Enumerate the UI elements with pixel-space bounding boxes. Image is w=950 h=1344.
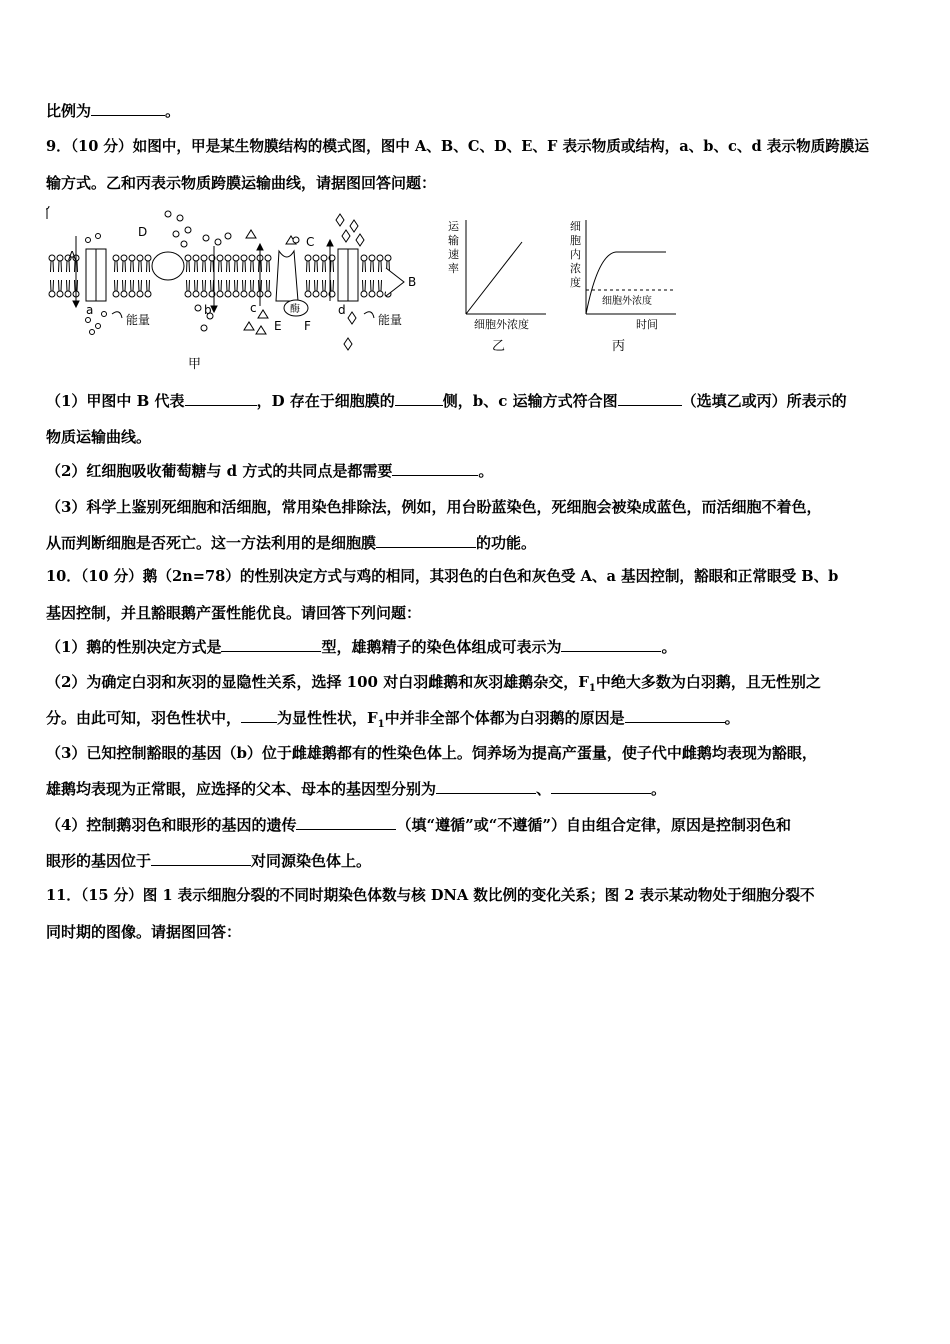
answer-blank[interactable]	[392, 461, 478, 476]
phospholipid-tail	[219, 261, 220, 272]
bilayer	[46, 206, 49, 219]
q9-part1-line1: （1）甲图中 B 代表 ，D 存在于细胞膜的 侧，b、c 运输方式符合图 （选填乙或丙）所表示的	[46, 392, 847, 410]
phospholipid-tail	[323, 280, 324, 291]
svg-text:B: B	[408, 275, 417, 289]
phospholipid-tail	[251, 261, 252, 272]
phospholipid-tail	[229, 280, 230, 291]
phospholipid-head	[313, 291, 319, 297]
phospholipid-tail	[237, 261, 238, 272]
phospholipid-tail	[141, 280, 142, 291]
svg-text:度: 度	[570, 276, 581, 289]
phospholipid-head	[185, 291, 191, 297]
phospholipid-tail	[237, 280, 238, 291]
q8-tail: 比例为 。	[46, 102, 181, 120]
phospholipid-tail	[189, 280, 190, 291]
phospholipid-head	[377, 291, 383, 297]
phospholipid-tail	[213, 261, 214, 272]
phospholipid-tail	[67, 280, 68, 291]
phospholipid-tail	[197, 280, 198, 291]
phospholipid-head	[145, 291, 151, 297]
phospholipid-tail	[125, 261, 126, 272]
phospholipid-head	[241, 255, 247, 261]
phospholipid-tail	[235, 261, 236, 272]
phospholipid-head	[129, 255, 135, 261]
phospholipid-tail	[315, 280, 316, 291]
answer-blank[interactable]	[618, 391, 682, 406]
phospholipid-tail	[59, 280, 60, 291]
phospholipid-head	[369, 291, 375, 297]
phospholipid-tail	[123, 280, 124, 291]
phospholipid-tail	[317, 280, 318, 291]
phospholipid-tail	[365, 280, 366, 291]
phospholipid-tail	[51, 261, 52, 272]
phospholipid-tail	[325, 261, 326, 272]
phospholipid-tail	[131, 261, 132, 272]
phospholipid-tail	[315, 261, 316, 272]
q10-stem-2: 基因控制，并且豁眼鹅产蛋性能优良。请回答下列问题：	[46, 604, 422, 622]
phospholipid-head	[121, 255, 127, 261]
phospholipid-tail	[149, 280, 150, 291]
phospholipid-head	[193, 291, 199, 297]
svg-text:F: F	[304, 319, 311, 333]
answer-blank[interactable]	[625, 708, 725, 723]
phospholipid-head	[201, 255, 207, 261]
phospholipid-head	[145, 255, 151, 261]
phospholipid-head	[361, 255, 367, 261]
phospholipid-head	[201, 291, 207, 297]
phospholipid-head	[129, 291, 135, 297]
phospholipid-tail	[379, 261, 380, 272]
phospholipid-tail	[75, 280, 76, 291]
phospholipid-head	[249, 255, 255, 261]
phospholipid-tail	[187, 261, 188, 272]
phospholipid-tail	[147, 261, 148, 272]
phospholipid-tail	[365, 261, 366, 272]
phospholipid-head	[121, 291, 127, 297]
svg-text:A: A	[68, 249, 77, 263]
chart-yi	[466, 220, 546, 314]
q9-stem-2: 输方式。乙和丙表示物质跨膜运输曲线，请据图回答问题：	[46, 174, 437, 192]
svg-text:能量: 能量	[126, 313, 151, 327]
phospholipid-tail	[373, 280, 374, 291]
svg-text:细胞外浓度: 细胞外浓度	[474, 318, 529, 331]
phospholipid-tail	[221, 261, 222, 272]
phospholipid-tail	[381, 261, 382, 272]
phospholipid-tail	[53, 261, 54, 272]
phospholipid-head	[305, 291, 311, 297]
q9-part1-line2: 物质运输曲线。	[46, 428, 152, 446]
svg-text:酶: 酶	[290, 304, 300, 315]
phospholipid-tail	[331, 261, 332, 272]
phospholipid-tail	[221, 280, 222, 291]
phospholipid-tail	[379, 280, 380, 291]
phospholipid-tail	[267, 261, 268, 272]
phospholipid-tail	[317, 261, 318, 272]
svg-text:率: 率	[448, 262, 459, 275]
svg-text:胞: 胞	[570, 234, 581, 247]
phospholipid-tail	[363, 280, 364, 291]
phospholipid-head	[249, 291, 255, 297]
phospholipid-tail	[205, 280, 206, 291]
phospholipid-tail	[253, 280, 254, 291]
phospholipid-tail	[195, 280, 196, 291]
phospholipid-tail	[133, 280, 134, 291]
phospholipid-tail	[69, 280, 70, 291]
phospholipid-tail	[61, 280, 62, 291]
phospholipid-head	[65, 291, 71, 297]
svg-text:c: c	[250, 301, 257, 315]
phospholipid-tail	[235, 280, 236, 291]
phospholipid-head	[377, 255, 383, 261]
svg-text:浓: 浓	[570, 262, 581, 275]
answer-blank[interactable]	[151, 851, 251, 866]
phospholipid-head	[225, 291, 231, 297]
phospholipid-head	[137, 291, 143, 297]
phospholipid-tail	[187, 280, 188, 291]
phospholipid-head	[217, 255, 223, 261]
phospholipid-head	[193, 255, 199, 261]
phospholipid-tail	[333, 261, 334, 272]
phospholipid-tail	[195, 261, 196, 272]
q10-stem-1: 10．（10 分）鹅（2n=78）的性别决定方式与鸡的相同，其羽色的白色和灰色受 A、a 基因控制，豁眼和正常眼受 B、b	[46, 568, 839, 585]
phospholipid-tail	[251, 280, 252, 291]
phospholipid-tail	[333, 280, 334, 291]
svg-text:b: b	[204, 303, 212, 317]
svg-text:甲: 甲	[188, 357, 202, 372]
q9-part3-line2: 从而判断细胞是否死亡。这一方法利用的是细胞膜 的功能。	[46, 534, 537, 552]
svg-text:速: 速	[448, 248, 459, 261]
phospholipid-tail	[261, 261, 262, 272]
svg-text:细: 细	[570, 220, 581, 233]
phospholipid-head	[49, 255, 55, 261]
phospholipid-head	[265, 255, 271, 261]
phospholipid-tail	[189, 261, 190, 272]
phospholipid-tail	[131, 280, 132, 291]
answer-blank[interactable]	[221, 637, 321, 652]
yi-line	[466, 242, 522, 314]
svg-text:丙: 丙	[612, 339, 626, 354]
q10-part1: （1）鹅的性别决定方式是 型，雄鹅精子的染色体组成可表示为 。	[46, 638, 677, 656]
svg-text:a: a	[86, 303, 94, 317]
answer-blank[interactable]	[561, 637, 661, 652]
answer-blank[interactable]	[91, 101, 165, 116]
answer-blank[interactable]	[551, 779, 651, 794]
phospholipid-tail	[115, 280, 116, 291]
phospholipid-tail	[309, 261, 310, 272]
phospholipid-tail	[117, 261, 118, 272]
phospholipid-tail	[125, 280, 126, 291]
phospholipid-tail	[141, 261, 142, 272]
phospholipid-head	[361, 291, 367, 297]
answer-blank[interactable]	[185, 391, 257, 406]
phospholipid-tail	[267, 280, 268, 291]
phospholipid-head	[137, 255, 143, 261]
phospholipid-head	[225, 255, 231, 261]
phospholipid-tail	[211, 280, 212, 291]
svg-text:能量: 能量	[378, 313, 403, 327]
phospholipid-head	[385, 255, 391, 261]
phospholipid-head	[321, 291, 327, 297]
phospholipid-tail	[115, 261, 116, 272]
phospholipid-tail	[219, 280, 220, 291]
svg-text:输: 输	[448, 234, 459, 247]
phospholipid-head	[113, 291, 119, 297]
phospholipid-head	[233, 291, 239, 297]
phospholipid-tail	[259, 280, 260, 291]
phospholipid-tail	[243, 280, 244, 291]
phospholipid-tail	[149, 261, 150, 272]
phospholipid-tail	[197, 261, 198, 272]
phospholipid-head	[313, 255, 319, 261]
phospholipid-tail	[325, 280, 326, 291]
q10-part4-line2: 眼形的基因位于 对同源染色体上。	[46, 852, 372, 870]
phospholipid-head	[113, 255, 119, 261]
phospholipid-tail	[331, 280, 332, 291]
phospholipid-tail	[227, 261, 228, 272]
phospholipid-tail	[117, 280, 118, 291]
phospholipid-tail	[261, 280, 262, 291]
phospholipid-tail	[243, 261, 244, 272]
phospholipid-head	[49, 291, 55, 297]
phospholipid-tail	[213, 280, 214, 291]
phospholipid-head	[217, 291, 223, 297]
answer-blank[interactable]	[436, 779, 536, 794]
q9-stem-1: 9．（10 分）如图中，甲是某生物膜结构的模式图，图中 A、B、C、D、E、F 表示物质或结构，a、b、c、d 表示物质跨膜运	[46, 138, 869, 155]
svg-text:E: E	[274, 319, 282, 333]
q10-part2-line2: 分。由此可知，羽色性状中， 为显性性状，$F_1$中并非全部个体都为白羽鹅的原因是 。	[46, 709, 740, 730]
answer-blank[interactable]	[395, 391, 443, 406]
phospholipid-head	[369, 255, 375, 261]
phospholipid-tail	[133, 261, 134, 272]
membrane-figure	[46, 206, 686, 374]
phospholipid-tail	[373, 261, 374, 272]
phospholipid-tail	[269, 261, 270, 272]
q11-stem-2: 同时期的图像。请据图回答：	[46, 923, 242, 941]
phospholipid-tail	[371, 280, 372, 291]
phospholipid-head	[305, 255, 311, 261]
svg-text:时间: 时间	[636, 318, 658, 331]
phospholipid-head	[321, 255, 327, 261]
phospholipid-head	[265, 291, 271, 297]
phospholipid-tail	[205, 261, 206, 272]
phospholipid-tail	[323, 261, 324, 272]
q10-part4-line1: （4）控制鹅羽色和眼形的基因的遗传 （填“遵循”或“不遵循”）自由组合定律，原因是控制羽色和	[46, 816, 791, 834]
phospholipid-tail	[269, 280, 270, 291]
answer-blank[interactable]	[376, 533, 476, 548]
svg-text:d: d	[338, 303, 346, 317]
phospholipid-tail	[309, 280, 310, 291]
phospholipid-tail	[203, 280, 204, 291]
phospholipid-tail	[245, 280, 246, 291]
svg-text:内: 内	[570, 248, 581, 261]
phospholipid-tail	[245, 261, 246, 272]
phospholipid-tail	[53, 280, 54, 291]
phospholipid-tail	[61, 261, 62, 272]
phospholipid-tail	[203, 261, 204, 272]
phospholipid-tail	[77, 261, 78, 272]
phospholipid-head	[57, 291, 63, 297]
svg-text:C: C	[306, 235, 315, 249]
q9-part3-line1: （3）科学上鉴别死细胞和活细胞，常用染色排除法，例如，用台盼蓝染色，死细胞会被染成蓝色，而活细胞不着色，	[46, 498, 822, 516]
svg-text:细胞外浓度: 细胞外浓度	[602, 296, 652, 307]
phospholipid-tail	[139, 261, 140, 272]
phospholipid-tail	[123, 261, 124, 272]
phospholipid-tail	[211, 261, 212, 272]
q10-part3-line2: 雄鹅均表现为正常眼，应选择的父本、母本的基因型分别为 、 。	[46, 780, 667, 798]
phospholipid-tail	[307, 280, 308, 291]
svg-text:乙: 乙	[492, 339, 506, 354]
answer-blank[interactable]	[241, 708, 277, 723]
phospholipid-tail	[307, 261, 308, 272]
phospholipid-tail	[59, 261, 60, 272]
phospholipid-tail	[371, 261, 372, 272]
svg-text:运: 运	[448, 220, 459, 233]
phospholipid-tail	[381, 280, 382, 291]
phospholipid-head	[233, 255, 239, 261]
phospholipid-tail	[259, 261, 260, 272]
phospholipid-tail	[51, 280, 52, 291]
q9-part2: （2）红细胞吸收葡萄糖与 d 方式的共同点是都需要 。	[46, 462, 494, 480]
phospholipid-head	[241, 291, 247, 297]
answer-blank[interactable]	[296, 815, 396, 830]
q10-part2-line1: （2）为确定白羽和灰羽的显隐性关系，选择 100 对白羽雌鹅和灰羽雄鹅杂交，$F_1$中绝大多数为白羽鹅，且无性别之	[46, 673, 821, 694]
phospholipid-tail	[139, 280, 140, 291]
phospholipid-tail	[67, 261, 68, 272]
phospholipid-head	[185, 255, 191, 261]
phospholipid-head	[57, 255, 63, 261]
phospholipid-tail	[363, 261, 364, 272]
phospholipid-tail	[227, 280, 228, 291]
phospholipid-tail	[253, 261, 254, 272]
phospholipid-tail	[147, 280, 148, 291]
q11-stem-1: 11．（15 分）图 1 表示细胞分裂的不同时期染色体数与核 DNA 数比例的变化关系；图 2 表示某动物处于细胞分裂不	[46, 887, 815, 904]
q10-part3-line1: （3）已知控制豁眼的基因（b）位于雌雄鹅都有的性染色体上。饲养场为提高产蛋量，使子代中雌鹅均表现为豁眼，	[46, 744, 817, 762]
svg-text:D: D	[138, 225, 148, 239]
phospholipid-tail	[77, 280, 78, 291]
phospholipid-tail	[229, 261, 230, 272]
